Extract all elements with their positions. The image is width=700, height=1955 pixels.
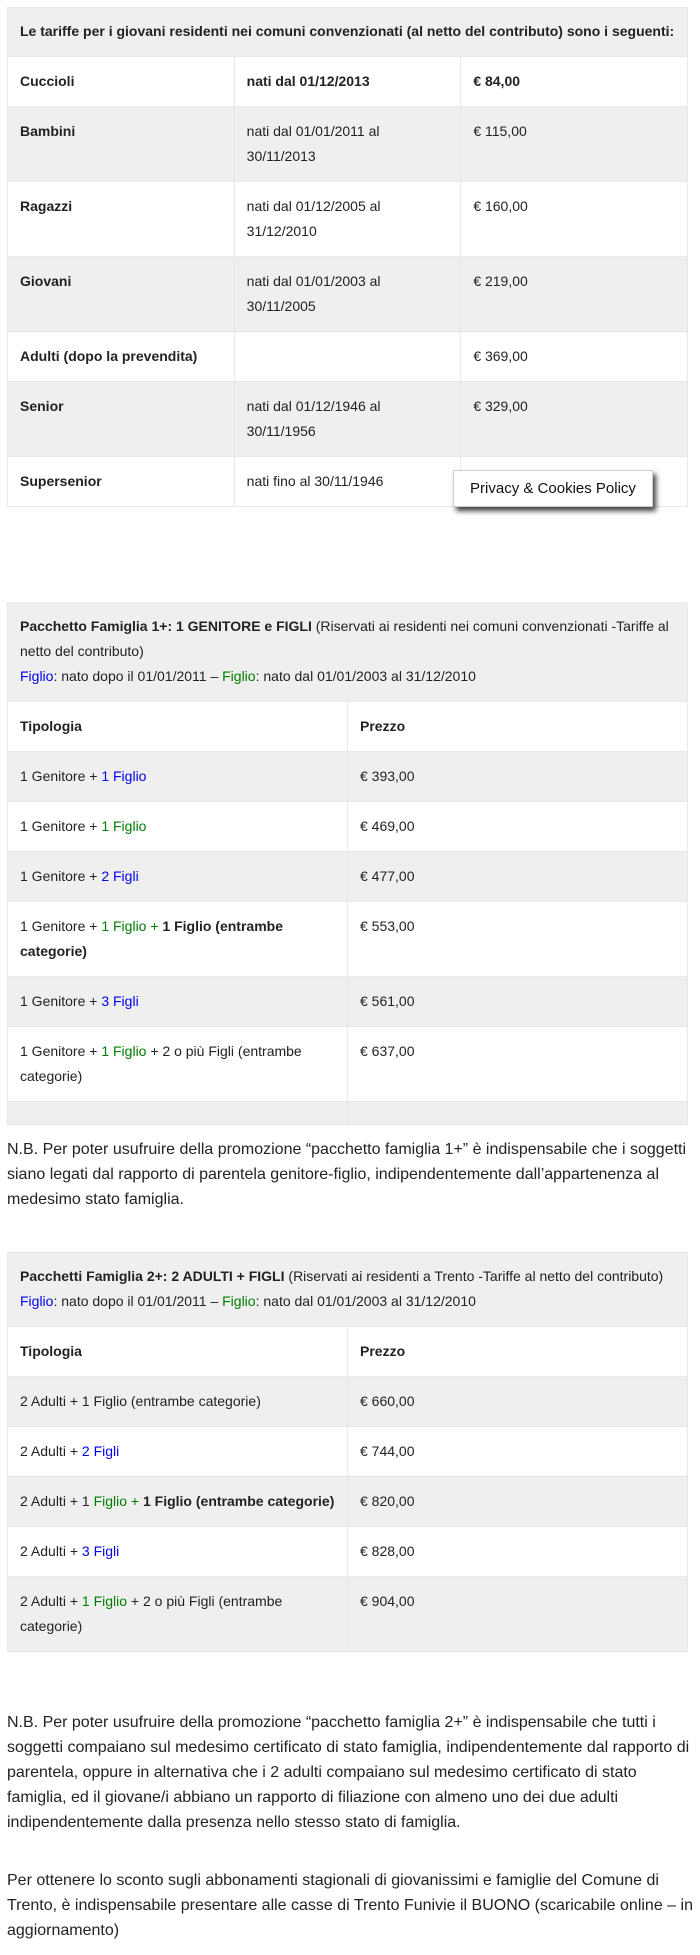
family-1plus-title: Pacchetto Famiglia 1+: 1 GENITORE e FIGLI xyxy=(20,618,312,634)
figlio-young-label: 2 Figli xyxy=(101,868,139,884)
tipologia-text: 2 Adulti + 1 Figlio (entrambe categorie) xyxy=(20,1393,261,1409)
tipologia-text: 2 Adulti + 1 xyxy=(20,1493,94,1509)
tipologia-cell xyxy=(8,852,348,902)
column-header-tipologia: Tipologia xyxy=(8,702,348,752)
tipologia-text: 1 Genitore + xyxy=(20,918,102,934)
dates-cell: nati dal 01/01/2003 al 30/11/2005 xyxy=(234,257,461,332)
table-row xyxy=(8,332,688,382)
tipologia-text: + 2 o più Figli (entrambe categorie) xyxy=(20,1593,283,1634)
table-row xyxy=(8,257,688,332)
tipologia-cell xyxy=(8,977,348,1027)
figlio-young-label: 2 Figli xyxy=(81,1443,120,1459)
family-2plus-title: Pacchetti Famiglia 2+: 2 ADULTI + FIGLI xyxy=(20,1268,285,1284)
category-cell: Bambini xyxy=(8,107,235,182)
table-row xyxy=(8,1477,688,1527)
table-row xyxy=(8,802,688,852)
tipologia-text: 1 Genitore + xyxy=(20,1043,102,1059)
figlio-young-label: 3 Figli xyxy=(81,1543,120,1559)
legend-blue-label: Figlio xyxy=(20,1293,54,1309)
table-row xyxy=(8,1427,688,1477)
category-cell: Ragazzi xyxy=(8,182,235,257)
price-cell: € 553,00 xyxy=(348,902,688,977)
family-1plus-header xyxy=(8,603,688,702)
legend-blue-text: : nato dopo il 01/01/2011 – xyxy=(53,668,223,684)
tipologia-text: 1 Genitore + xyxy=(20,868,102,884)
family-2plus-note: N.B. Per poter usufruire della promozione “pacchetto famiglia 2+” è indispensabile che tutti i soggetti compaiano sul medesimo certificato di stato famiglia, indipendentemente dal rapporto di parentela, oppure in alternativa che i 2 adulti compaiano sul medesimo certificato di stato famiglia, ed il giovane/i abbiano un rapporto di filiazione con almeno uno dei due adulti indipendentemente dalla presenza nello stesso stato di famiglia. xyxy=(7,1714,690,1831)
table-row xyxy=(8,977,688,1027)
tipologia-text: 1 Genitore + xyxy=(20,768,102,784)
legend-green-text: : nato dal 01/01/2003 al 31/12/2010 xyxy=(255,1293,476,1309)
figlio-teen-label: 1 Figlio xyxy=(81,1593,128,1609)
family-1plus-table-wrapper xyxy=(7,602,688,1125)
category-cell: Senior xyxy=(8,382,235,457)
legend-green-text: : nato dal 01/01/2003 al 31/12/2010 xyxy=(255,668,476,684)
tipologia-text: 1 Genitore + xyxy=(20,818,102,834)
figlio-young-label: 3 Figli xyxy=(101,993,139,1009)
tipologia-text: 2 Adulti + xyxy=(20,1443,82,1459)
legend-green-label: Figlio xyxy=(222,668,256,684)
legend-blue-label: Figlio xyxy=(20,668,54,684)
tipologia-text: 2 Adulti + xyxy=(20,1543,82,1559)
dates-cell: nati dal 01/01/2011 al 30/11/2013 xyxy=(234,107,461,182)
table-row xyxy=(8,852,688,902)
price-cell: € 160,00 xyxy=(461,182,688,257)
tipologia-text: 1 Genitore + xyxy=(20,993,102,1009)
family-2plus-table xyxy=(7,1252,688,1652)
price-cell: € 904,00 xyxy=(348,1577,688,1652)
price-cell: € 469,00 xyxy=(348,802,688,852)
table-row xyxy=(8,1577,688,1652)
price-cell: € 477,00 xyxy=(348,852,688,902)
tipologia-cell xyxy=(8,902,348,977)
privacy-cookies-policy-button[interactable]: Privacy & Cookies Policy xyxy=(453,470,653,507)
tipologia-cell xyxy=(8,1377,348,1427)
family-2plus-table-wrapper xyxy=(7,1252,688,1652)
tipologia-cell xyxy=(8,752,348,802)
dates-cell xyxy=(234,332,461,382)
tipologia-text: 1 Figlio (entrambe categorie) xyxy=(20,918,283,959)
family-1plus-subtitle: (Riservati ai residenti nei comuni convenzionati -Tariffe al netto del contributo) xyxy=(20,618,669,659)
price-cell: € 115,00 xyxy=(461,107,688,182)
price-cell: € 828,00 xyxy=(348,1527,688,1577)
price-cell: € 329,00 xyxy=(461,382,688,457)
tipologia-cell xyxy=(8,1577,348,1652)
tipologia-cell xyxy=(8,1027,348,1102)
category-cell: Adulti (dopo la prevendita) xyxy=(8,332,235,382)
dates-cell: nati dal 01/12/1946 al 30/11/1956 xyxy=(234,382,461,457)
youth-rates-table xyxy=(7,7,688,507)
youth-rates-table-wrapper xyxy=(7,7,688,507)
column-header-prezzo: Prezzo xyxy=(348,702,688,752)
table-row xyxy=(8,107,688,182)
price-cell: € 744,00 xyxy=(348,1427,688,1477)
table-row xyxy=(8,1527,688,1577)
category-cell: Supersenior xyxy=(8,457,235,507)
price-cell: € 660,00 xyxy=(348,1377,688,1427)
figlio-teen-label: 1 Figlio xyxy=(101,818,147,834)
price-cell: € 561,00 xyxy=(348,977,688,1027)
figlio-teen-label: 1 Figlio + xyxy=(101,918,163,934)
table-row xyxy=(8,57,688,107)
category-cell: Cuccioli xyxy=(8,57,235,107)
figlio-teen-label: Figlio + xyxy=(93,1493,143,1509)
tipologia-text: 1 Figlio (entrambe categorie) xyxy=(142,1493,335,1509)
table-row xyxy=(8,752,688,802)
price-cell: € 219,00 xyxy=(461,257,688,332)
table-row xyxy=(8,1027,688,1102)
price-cell: € 84,00 xyxy=(461,57,688,107)
empty-row xyxy=(8,1102,688,1125)
dates-cell: nati fino al 30/11/1946 xyxy=(234,457,461,507)
figlio-teen-label: 1 Figlio xyxy=(101,1043,147,1059)
tipologia-cell xyxy=(8,1427,348,1477)
table-row xyxy=(8,382,688,457)
family-2plus-subtitle: (Riservati ai residenti a Trento -Tariffe al netto del contributo) xyxy=(284,1268,664,1284)
tipologia-cell xyxy=(8,802,348,852)
family-2plus-header xyxy=(8,1253,688,1327)
tipologia-cell xyxy=(8,1477,348,1527)
figlio-young-label: 1 Figlio xyxy=(101,768,147,784)
price-cell: € 637,00 xyxy=(348,1027,688,1102)
table-row xyxy=(8,1377,688,1427)
legend-green-label: Figlio xyxy=(222,1293,256,1309)
voucher-note: Per ottenere lo sconto sugli abbonamenti stagionali di giovanissimi e famiglie del Comune di Trento, è indispensabile presentare alle casse di Trento Funivie il BUONO (scaricabile online – in aggiornamento) xyxy=(7,1872,693,1939)
tipologia-cell xyxy=(8,1527,348,1577)
table-row xyxy=(8,902,688,977)
category-cell: Giovani xyxy=(8,257,235,332)
column-header-prezzo: Prezzo xyxy=(348,1327,688,1377)
family-1plus-note: N.B. Per poter usufruire della promozione “pacchetto famiglia 1+” è indispensabile che i soggetti siano legati dal rapporto di parentela genitore-figlio, indipendentemente dall’appartenenza al medesimo stato famiglia. xyxy=(7,1141,687,1208)
dates-cell: nati dal 01/12/2005 al 31/12/2010 xyxy=(234,182,461,257)
price-cell: € 369,00 xyxy=(461,332,688,382)
price-cell: € 820,00 xyxy=(348,1477,688,1527)
tipologia-text: + 2 o più Figli (entrambe categorie) xyxy=(20,1043,302,1084)
dates-cell: nati dal 01/12/2013 xyxy=(234,57,461,107)
youth-rates-header: Le tariffe per i giovani residenti nei comuni convenzionati (al netto del contributo) sono i seguenti: xyxy=(8,8,688,57)
family-1plus-table xyxy=(7,602,688,1125)
column-header-tipologia: Tipologia xyxy=(8,1327,348,1377)
table-row xyxy=(8,182,688,257)
price-cell: € 393,00 xyxy=(348,752,688,802)
legend-blue-text: : nato dopo il 01/01/2011 – xyxy=(53,1293,223,1309)
tipologia-text: 2 Adulti + xyxy=(20,1593,82,1609)
